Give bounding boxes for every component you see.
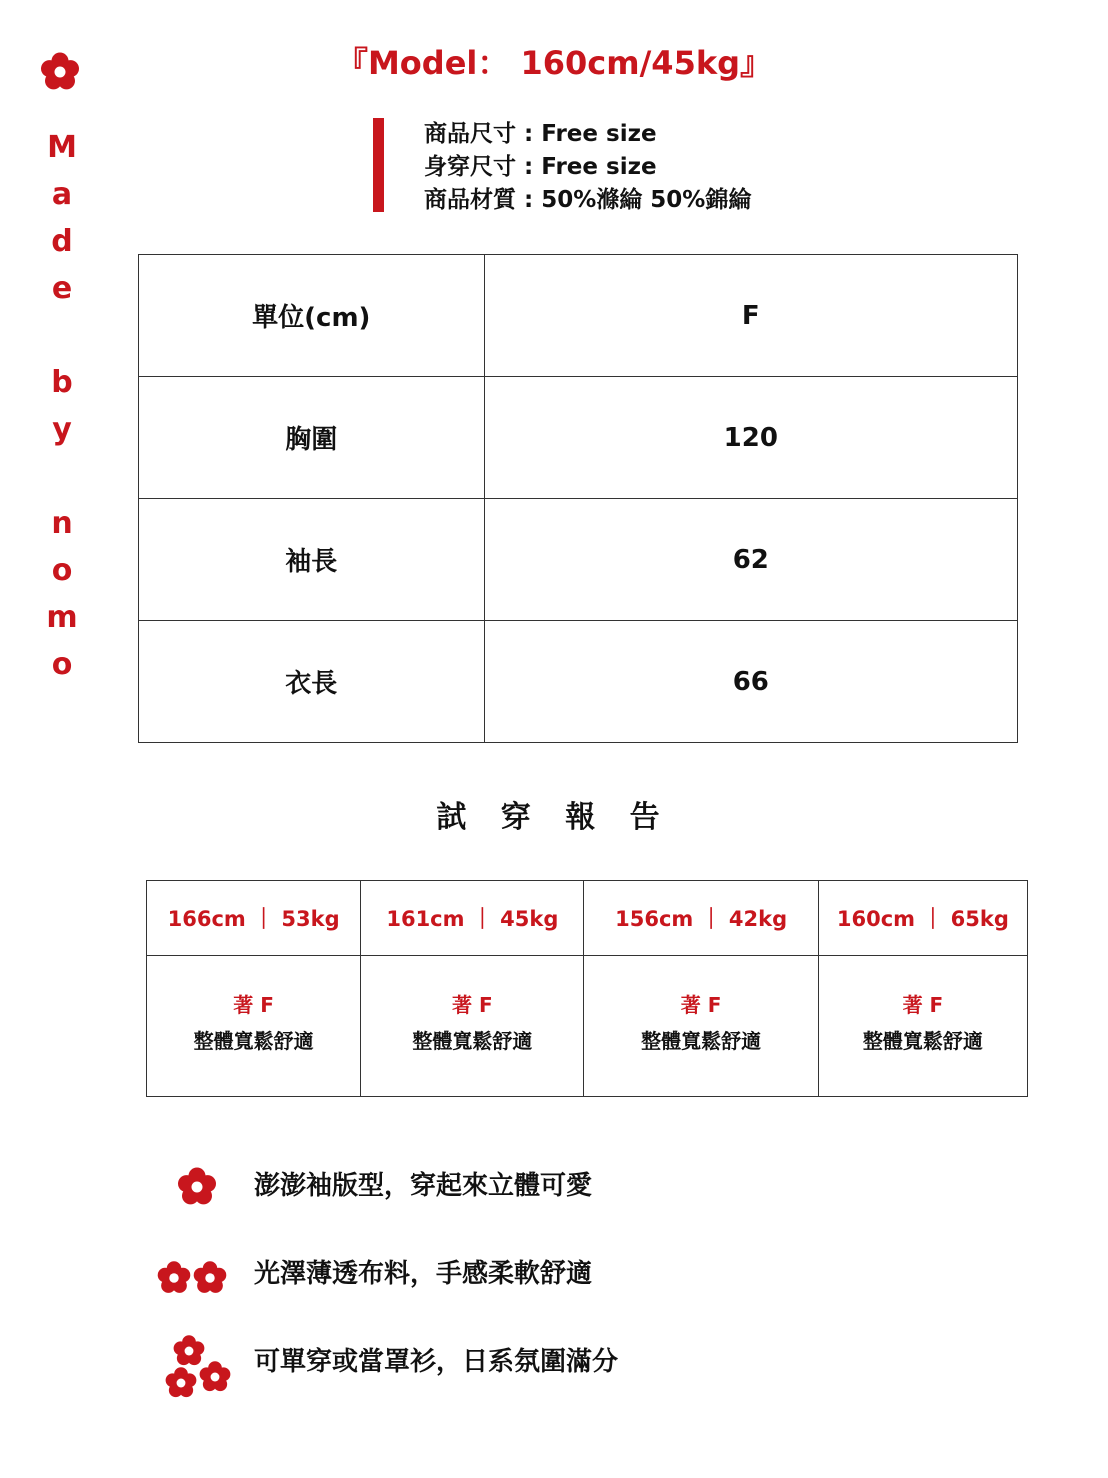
flower-icon [192, 1260, 228, 1296]
table-row [139, 377, 1018, 499]
product-info [424, 118, 751, 217]
fit-report-title: 試 穿 報 告 [436, 800, 672, 835]
flower-icon [164, 1366, 198, 1400]
brand-letter: n [51, 506, 73, 541]
brand-letter: d [51, 224, 73, 259]
info-accent-bar [373, 118, 384, 212]
size-label: F [484, 255, 1017, 377]
fit-report-table [146, 880, 1028, 1097]
fit-comment: 整體寬鬆舒適 [193, 1029, 314, 1053]
unit-label: 單位(cm) [139, 255, 485, 377]
brand-letter: o [51, 647, 73, 682]
wear-size-line: 身穿尺寸 : Free size [424, 154, 657, 180]
brand-letter: e [51, 271, 73, 306]
fit-cell [584, 956, 818, 1097]
brand-letter: a [51, 177, 73, 212]
measure-value: 62 [484, 499, 1017, 621]
measure-label: 胸圍 [139, 377, 485, 499]
worn-size: 著 F [233, 993, 274, 1017]
table-row [139, 499, 1018, 621]
flower-icon [198, 1360, 232, 1394]
feature-3: 可單穿或當罩衫，日系氛圍滿分 [254, 1347, 619, 1377]
fit-comment: 整體寬鬆舒適 [862, 1029, 983, 1053]
table-row [139, 621, 1018, 743]
product-size-line: 商品尺寸 : Free size [424, 121, 657, 147]
measure-value: 120 [484, 377, 1017, 499]
tester-profile: 161cm ｜ 45kg [361, 881, 584, 956]
brand-letter: m [46, 600, 78, 635]
worn-size: 著 F [452, 993, 493, 1017]
fit-comment: 整體寬鬆舒適 [412, 1029, 533, 1053]
fit-comment: 整體寬鬆舒適 [641, 1029, 762, 1053]
measure-value: 66 [484, 621, 1017, 743]
measure-label: 衣長 [139, 621, 485, 743]
material-line: 商品材質 : 50%滌綸 50%錦綸 [424, 187, 752, 213]
measure-label: 袖長 [139, 499, 485, 621]
tester-profile: 160cm ｜ 65kg [818, 881, 1027, 956]
worn-size: 著 F [680, 993, 722, 1017]
brand-letter: o [51, 553, 73, 588]
worn-size: 著 F [902, 993, 944, 1017]
size-table-header [139, 255, 1018, 377]
flower-icon [156, 1260, 192, 1296]
fit-report-header [147, 881, 1028, 956]
fit-cell [147, 956, 361, 1097]
brand-letter: b [51, 365, 73, 400]
fit-cell [818, 956, 1027, 1097]
fit-report-body [147, 956, 1028, 1097]
model-info: 『Model： 160cm/45kg』 [335, 44, 773, 82]
flower-icon [176, 1166, 218, 1208]
brand-letter: M [47, 130, 77, 165]
tester-profile: 166cm ｜ 53kg [147, 881, 361, 956]
fit-cell [361, 956, 584, 1097]
feature-2: 光澤薄透布料，手感柔軟舒適 [254, 1259, 593, 1289]
tester-profile: 156cm ｜ 42kg [584, 881, 818, 956]
brand-letter: y [52, 412, 72, 447]
size-table [138, 254, 1018, 743]
feature-1: 澎澎袖版型，穿起來立體可愛 [254, 1171, 593, 1201]
